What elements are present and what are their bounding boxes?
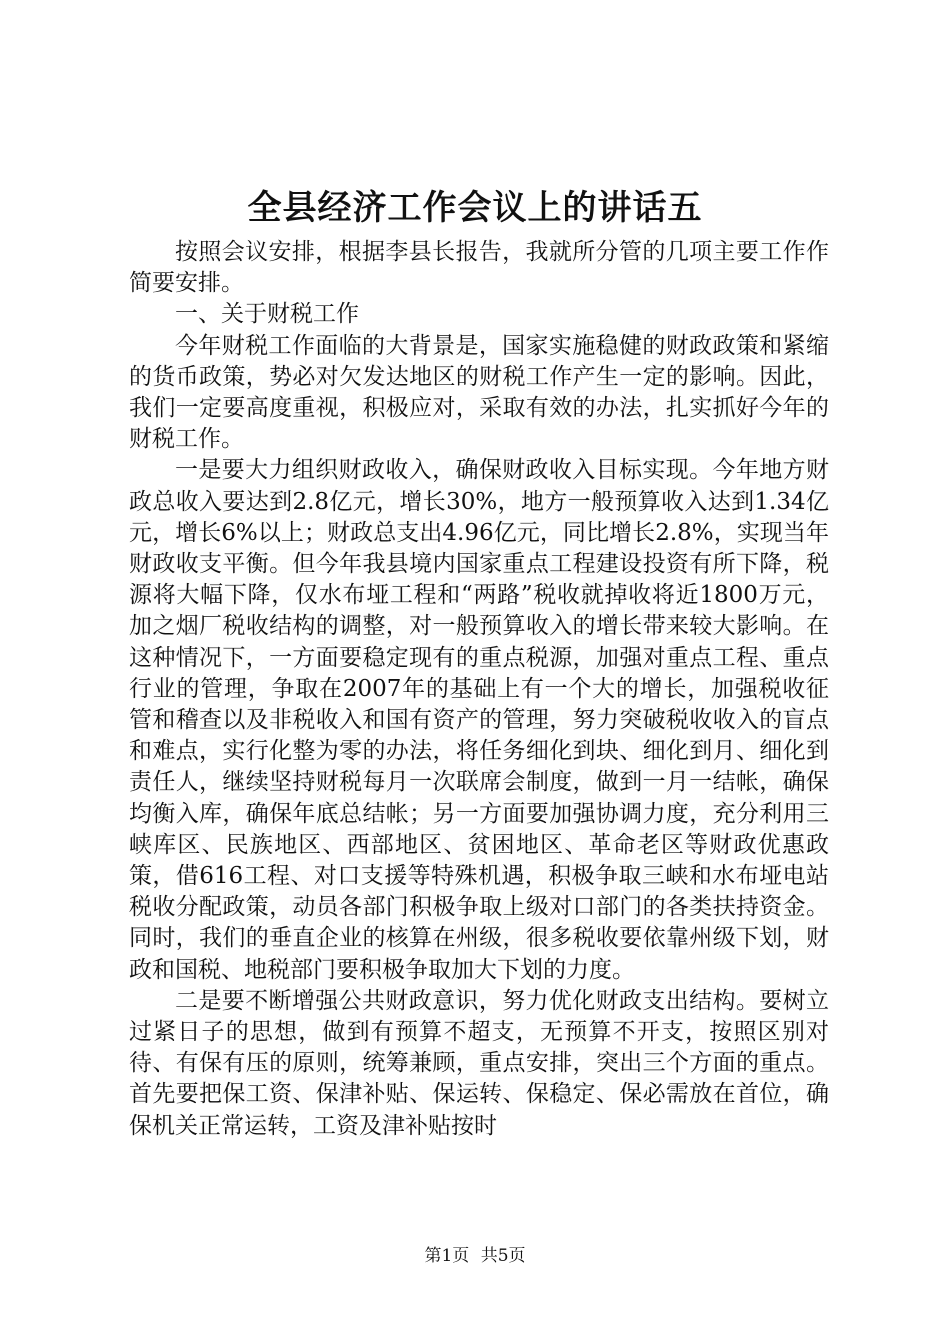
paragraph-intro: 按照会议安排，根据李县长报告，我就所分管的几项主要工作作简要安排。	[129, 239, 829, 297]
document-title: 全县经济工作会议上的讲话五	[247, 188, 703, 228]
paragraph-point-two: 二是要不断增强公共财政意识，努力优化财政支出结构。要树立过紧日子的思想，做到有预算不超支，无预算不开支，按照区别对待、有保有压的原则，统筹兼顾，重点安排，突出三个方面的重点。首先要把保工资、保津补贴、保运转、保稳定、保必需放在首位，确保机关正常运转，工资及津补贴按时	[129, 987, 829, 1139]
page-number: 第1页	[424, 1246, 470, 1266]
paragraph-point-one: 一是要大力组织财政收入，确保财政收入目标实现。今年地方财政总收入要达到2.8亿元，增长30%，地方一般预算收入达到1.34亿元，增长6%以上；财政总支出4.96亿元，同比增长2.8%，实现当年财政收支平衡。但今年我县境内国家重点工程建设投资有所下降，税源将大幅下降，仅水布垭工程和“两路”税收就掉收将近1800万元，加之烟厂税收结构的调整，对一般预算收入的增长带来较大影响。在这种情况下，一方面要稳定现有的重点税源，加强对重点工程、重点行业的管理，争取在2007年的基础上有一个大的增长，加强税收征管和稽查以及非税收入和国有资产的管理，努力突破税收收入的盲点和难点，实行化整为零的办法，将任务细化到块、细化到月、细化到责任人，继续坚持财税每月一次联席会制度，做到一月一结帐，确保均衡入库，确保年底总结帐；另一方面要加强协调力度，充分利用三峡库区、民族地区、西部地区、贫困地区、革命老区等财政优惠政策，借616工程、对口支援等特殊机遇，积极争取三峡和水布垭电站税收分配政策，动员各部门积极争取上级对口部门的各类扶持资金。同时，我们的垂直企业的核算在州级，很多税收要依靠州级下划，财政和国税、地税部门要积极争取加大下划的力度。	[129, 457, 829, 983]
paragraph-background: 今年财税工作面临的大背景是，国家实施稳健的财政政策和紧缩的货币政策，势必对欠发达地区的财税工作产生一定的影响。因此，我们一定要高度重视，积极应对，采取有效的办法，扎实抓好今年的财税工作。	[129, 332, 829, 453]
page-total: 共5页	[480, 1246, 526, 1266]
page-footer	[0, 1244, 950, 1268]
section-heading-finance-tax: 一、关于财税工作	[175, 301, 359, 328]
document-body	[129, 237, 829, 1142]
